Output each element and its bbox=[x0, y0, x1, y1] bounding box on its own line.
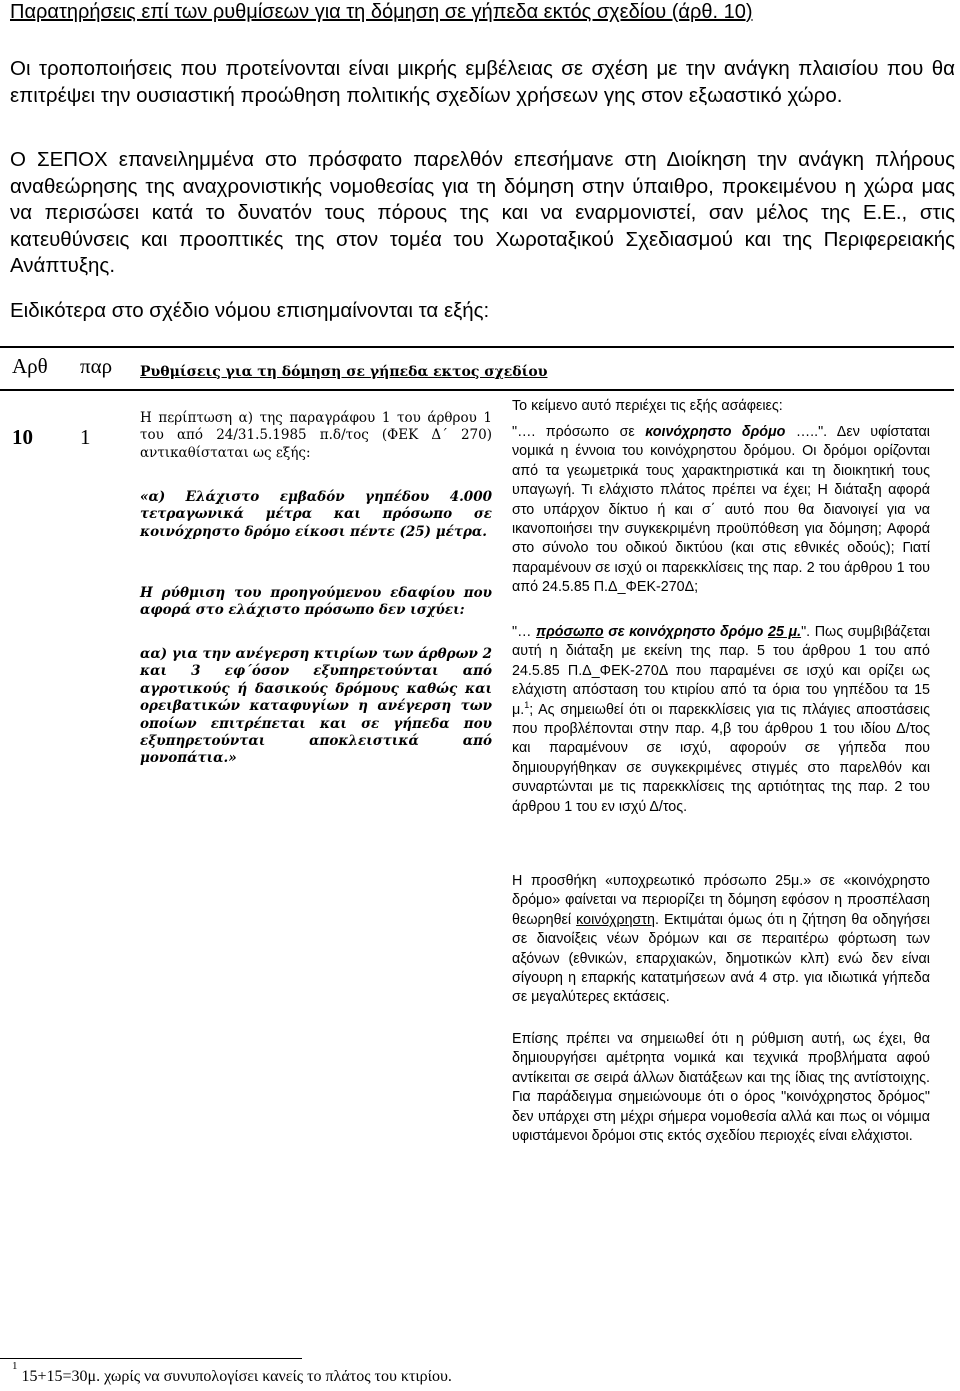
footnote-mark: 1 bbox=[12, 1359, 18, 1372]
intro-paragraph-3: Ειδικότερα στο σχέδιο νόμου επισημαίνονται τα εξής: bbox=[10, 299, 490, 322]
comment-ambiguity-1: "…. πρόσωπο σε κοινόχρηστο δρόμο …..". Δεν υφίσταται νομικά η έννοια του κοινόχρηστου δρόμου. Οι δρόμοι ορίζονται από τα γεωμετρικά τους χαρακτηριστικά και τη διοικητική τους υπαγωγή. Τι ελάχιστο πλάτος πρέπει να έχει; Η διάταξη αφορά στο υπάρχον δίκτυο ή και σ΄ αυτό που θα διανοιγεί για να ικανοποιήσει την συγκεκριμένη προϋπόθεση για δόμηση; Αφορά στο σύνολο του οδικού δικτύου (και στις εθνικές οδούς); Γιατί παραμένουν σε ισχύ οι παρεκκλίσεις της παρ. 2 του άρθρου 1 του από 24.5.85 Π.Δ_ΦΕΚ-270Δ; bbox=[512, 424, 930, 596]
footnote-separator bbox=[0, 1358, 302, 1359]
amendment-exception-intro: Η ρύθμιση του προηγούμενου εδαφίου που αφορά στο ελάχιστο πρόσωπο δεν ισχύει: bbox=[140, 585, 492, 619]
column-header-article: Αρθ bbox=[12, 354, 48, 378]
comment-intro: Το κείμενο αυτό περιέχει τις εξής ασάφειες: bbox=[512, 398, 783, 414]
column-header-paragraph: παρ bbox=[80, 354, 113, 378]
amendment-intro: Η περίπτωση α) της παραγράφου 1 του άρθρου 1 του από 24/31.5.1985 π.δ/τος (ΦΕΚ Δ΄ 270) αντικαθίσταται ως εξής: bbox=[140, 410, 492, 461]
intro-paragraph-1: Οι τροποποιήσεις που προτείνονται είναι μικρής εμβέλειας σε σχέση με την ανάγκη πλαισίου που θα επιτρέψει την ουσιαστική προώθηση πολιτικής σχεδίων χρήσεων γης στον εξωαστικό χώρο. bbox=[10, 57, 955, 107]
intro-paragraph-2: Ο ΣΕΠΟΧ επανειλημμένα στο πρόσφατο παρελθόν επεσήμανε στη Διοίκηση την ανάγκη πλήρους αναθεώρησης της αναχρονιστικής νομοθεσίας για τη δόμηση στην ύπαιθρο, προκειμένου η χώρα μας να περισώσει κατά το δυνατόν τους πόρους της και να εναρμονιστεί, σαν μέλος της Ε.Ε., στις κατευθύνσεις και προοπτικές της στον τομέα του Χωροταξικού Σχεδιασμού και της Περιφερειακής Ανάπτυξης. bbox=[10, 148, 955, 277]
column-header-title: Ρυθμίσεις για τη δόμηση σε γήπεδα εκτος σχεδίου bbox=[140, 364, 548, 380]
footnote-reference: 1 bbox=[524, 699, 530, 710]
page-heading: Παρατηρήσεις επί των ρυθμίσεων για τη δόμηση σε γήπεδα εκτός σχεδίου (άρθ. 10) bbox=[10, 1, 753, 23]
amendment-text-a: «α) Ελάχιστο εμβαδόν γηπέδου 4.000 τετραγωνικά μέτρα και πρόσωπο σε κοινόχρηστο δρόμο είκοσι πέντε (25) μέτρα. bbox=[140, 489, 492, 540]
article-number: 10 bbox=[12, 425, 33, 449]
comment-addition: Η προσθήκη «υποχρεωτικό πρόσωπο 25μ.» σε «κοινόχρηστο δρόμο» φαίνεται να περιορίζει τη δόμηση εφόσον η προσπέλαση θεωρηθεί κοινόχρηστη. Εκτιμάται όμως ότι η ζήτηση θα οδηγήσει σε διανοίξεις νέων δρόμων και σε περαιτέρω φόρτωση των αξόνων (εθνικών, επαρχιακών, δημοτικών κλπ) ενώ δεν είναι σίγουρη η επαρκής κατατμήσεων ανά 4 στρ. για ιδιωτικά γήπεδα σε μεγαλύτερες εκτάσεις. bbox=[512, 873, 930, 1006]
comment-legal-problems: Επίσης πρέπει να σημειωθεί ότι η ρύθμιση αυτή, ως έχει, θα δημιουργήσει αμέτρητα νομικά και τεχνικά προβλήματα αφού αντίκειται σε σειρά άλλων διατάξεων και της ίδιας της αντίστοιχης. Για παράδειγμα σημειώνουμε ότι ο όρος "κοινόχρηστος δρόμος" δεν υπάρχει στη μέχρι σήμερα νομοθεσία αλλά και πως οι νόμιμα υφιστάμενοι δρόμοι στις εκτός σχεδίου περιοχές είναι ελάχιστοι. bbox=[512, 1031, 930, 1145]
paragraph-number: 1 bbox=[80, 425, 91, 449]
amendment-exception-aa: αα) για την ανέγερση κτιρίων των άρθρων 2 και 3 εφ΄όσον εξυπηρετούνται από αγροτικούς ή δασικούς δρόμους καθώς και ορειβατικών καταφυγίων η ανέγερση των οποίων επιτρέπεται και σε γήπεδα που εξυπηρετούνται αποκλειστικά από μονοπάτια.» bbox=[140, 646, 492, 767]
footnote: $^1$ 15+15=30μ. χωρίς να συνυπολογίσει κανείς το πλάτος του κτιρίου. bbox=[12, 1359, 452, 1385]
table-header-border bbox=[0, 389, 954, 391]
comment-ambiguity-2: "… πρόσωπο σε κοινόχρηστο δρόμο 25 μ.". Πως συμβιβάζεται αυτή η διάταξη με εκείνη της παρ. 5 του άρθρου 1 του από 24.5.85 Π.Δ_ΦΕΚ-270Δ που παραμένει σε ισχύ και ορίζει ως ελάχιστη απόσταση του κτιρίου από τα όρια του γηπέδου τα 15 μ.$^1$; Ας σημειωθεί ότι οι παρεκκλίσεις για τις πλάγιες αποστάσεις που προβλέπονται στην παρ. 4,β του άρθρου 1 του ιδίου Δ/τος και παραμένουν σε ισχύ, αφορούν σε γήπεδα που δημιουργήθηκαν σε συγκεκριμένες στιγμές στο παρελθόν και συναρτώνται με τις παρεκκλίσεις της αρτιότητας της παρ. 2 του άρθρου 1 του εν ισχύ Δ/τος. bbox=[512, 624, 930, 815]
table-top-border bbox=[0, 346, 954, 348]
